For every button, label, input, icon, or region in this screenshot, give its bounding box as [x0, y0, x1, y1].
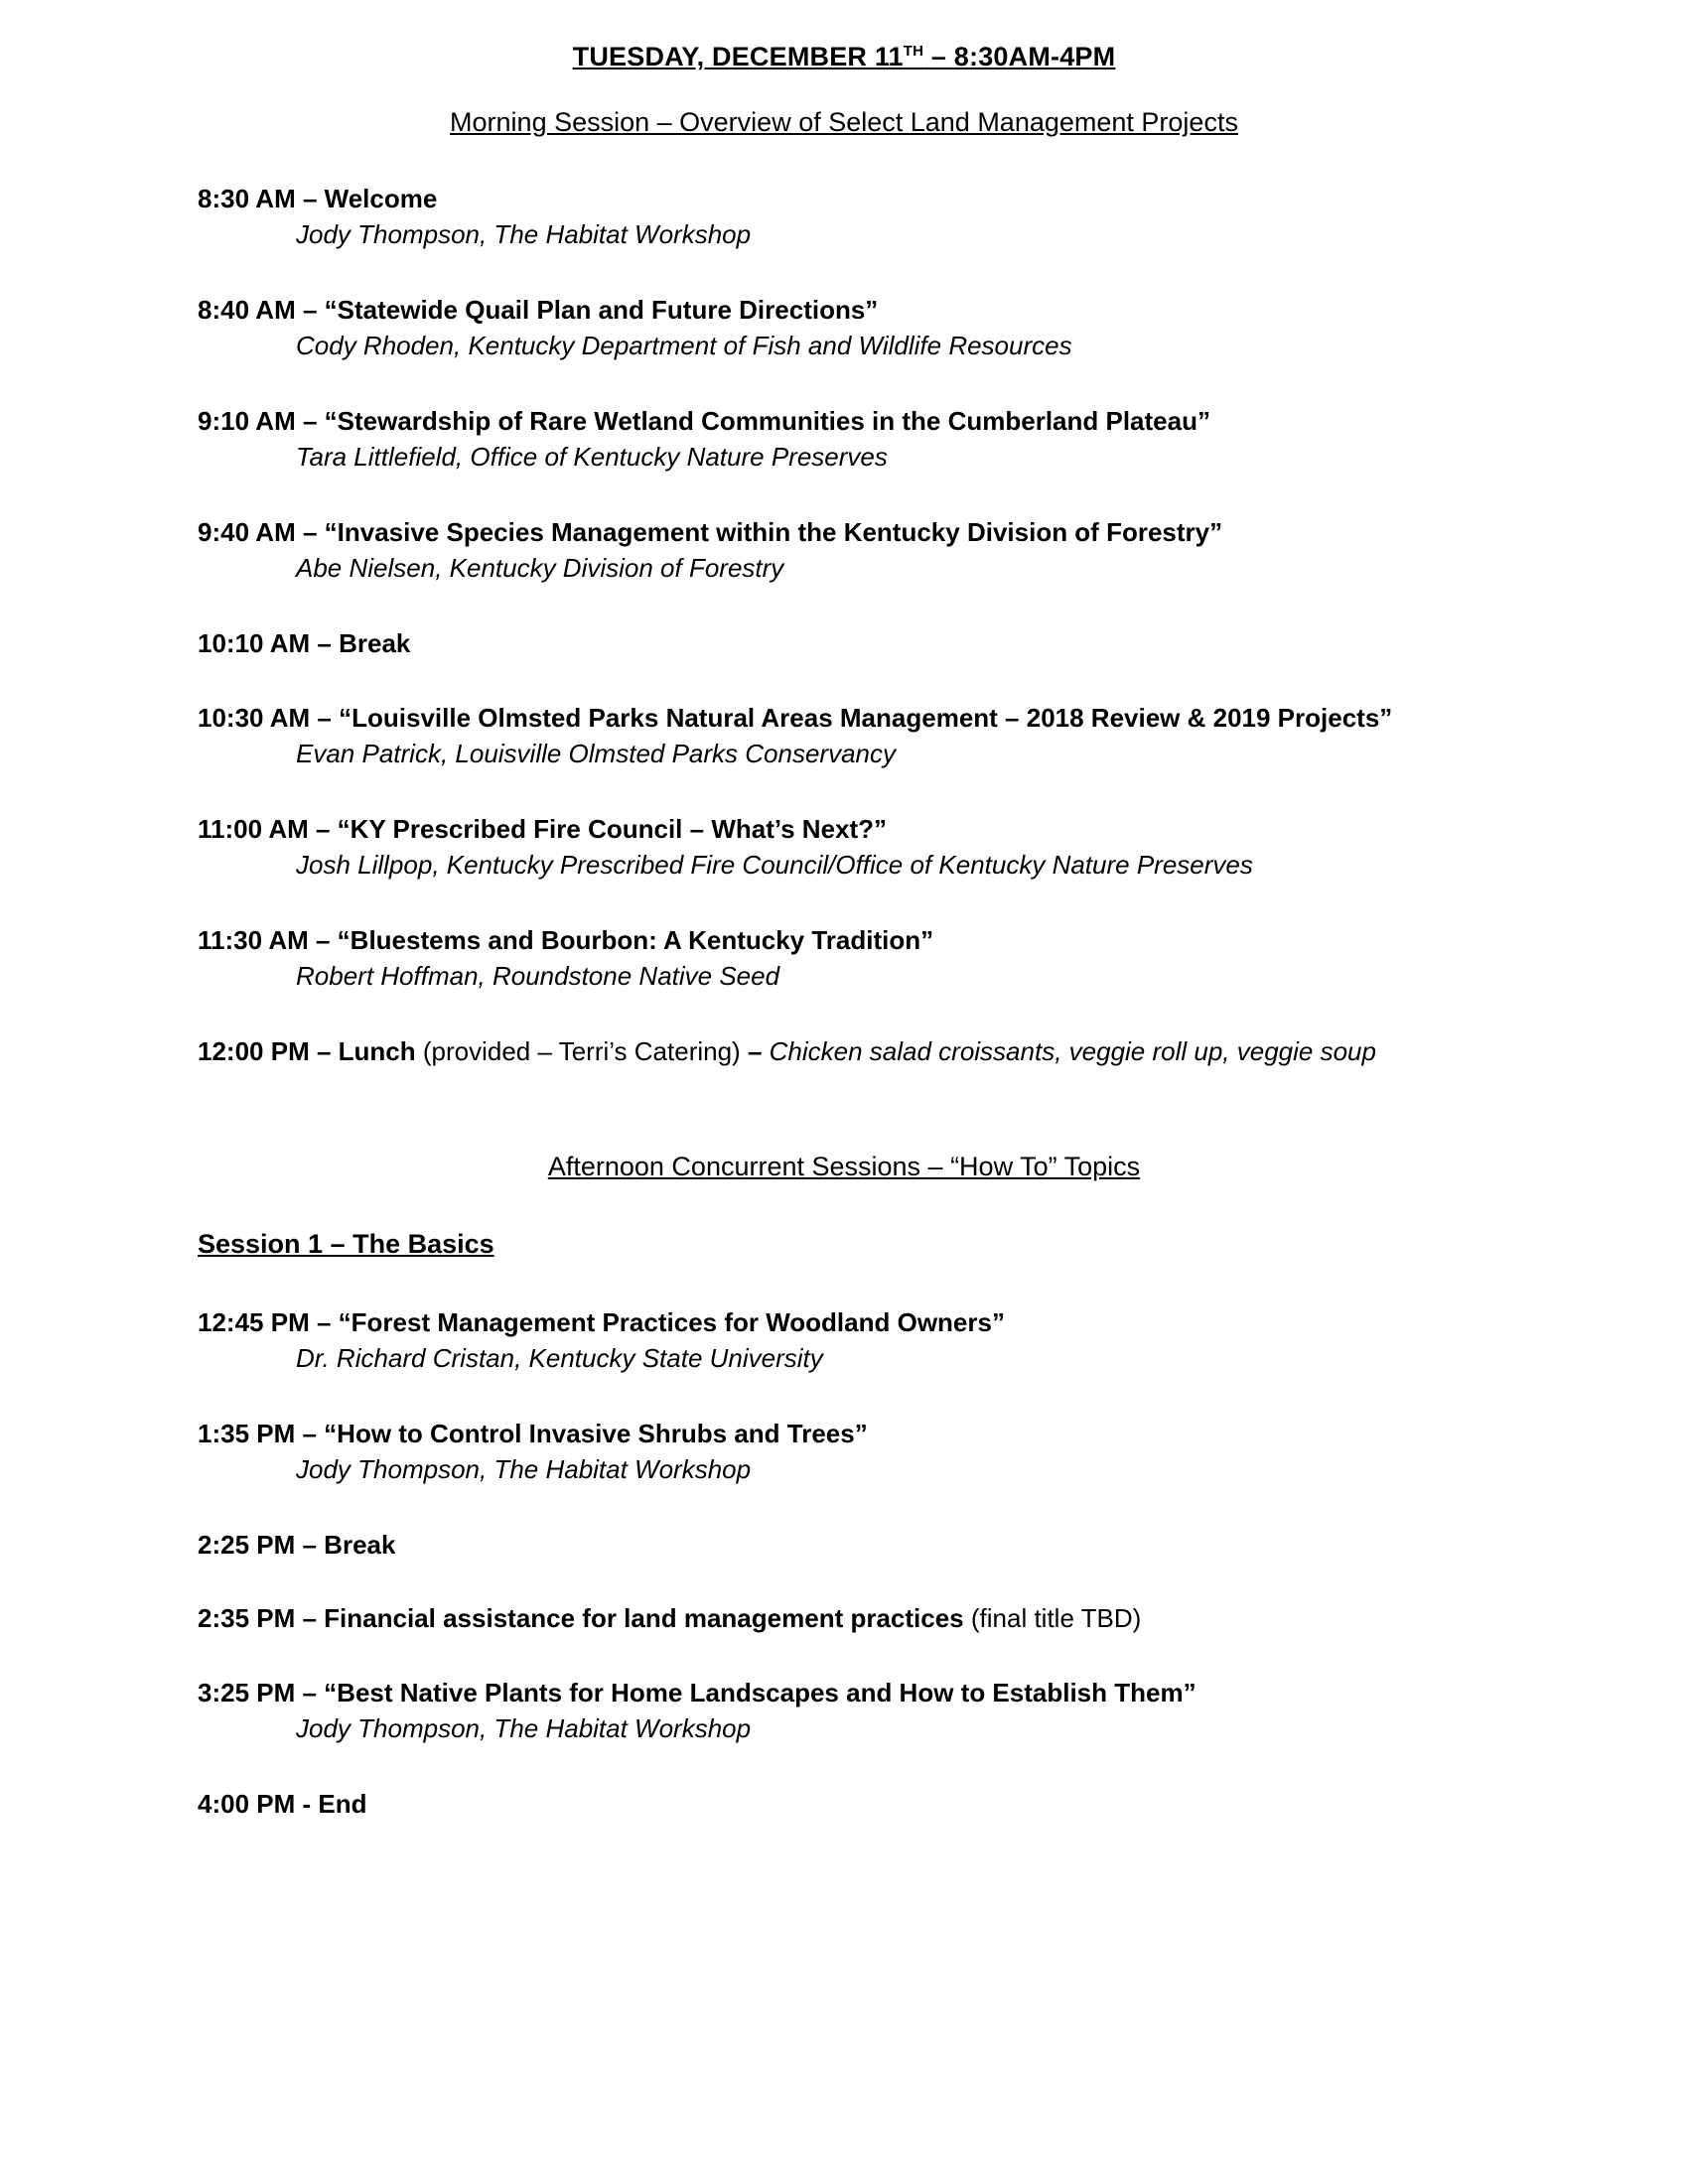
session-1-heading: Session 1 – The Basics	[198, 1229, 494, 1259]
agenda-item	[198, 514, 1608, 586]
agenda-time: 9:10 AM –	[198, 406, 325, 436]
agenda-time: 3:25 PM –	[198, 1678, 325, 1707]
agenda-time: 11:00 AM –	[198, 814, 338, 844]
agenda-title: Welcome	[324, 184, 438, 213]
agenda-speaker: Evan Patrick, Louisville Olmsted Parks Conservancy	[296, 739, 897, 768]
agenda-speaker: Tara Littlefield, Office of Kentucky Nature Preserves	[296, 442, 888, 472]
agenda-title: “Best Native Plants for Home Landscapes and How to Establish Them”	[324, 1678, 1196, 1707]
agenda-title: “Invasive Species Management within the Kentucky Division of Forestry”	[324, 517, 1223, 547]
agenda-item	[198, 1527, 1608, 1563]
agenda-item	[198, 1416, 1608, 1487]
page-title: TUESDAY, DECEMBER 11TH – 8:30AM-4PM	[572, 42, 1116, 71]
agenda-title: “KY Prescribed Fire Council – What’s Next?”	[337, 814, 888, 844]
agenda-title: “Louisville Olmsted Parks Natural Areas Management – 2018 Review & 2019 Projects”	[339, 703, 1393, 733]
agenda-item	[198, 1786, 1608, 1822]
lunch-note: (provided – Terri’s Catering)	[415, 1036, 748, 1066]
agenda-time: 12:45 PM –	[198, 1307, 339, 1337]
agenda-time: 9:40 AM –	[198, 517, 325, 547]
agenda-item	[198, 922, 1608, 994]
agenda-speaker: Dr. Richard Cristan, Kentucky State University	[296, 1343, 823, 1373]
agenda-item	[198, 625, 1608, 661]
agenda-time: 1:35 PM –	[198, 1419, 325, 1448]
agenda-time: 12:00 PM –	[198, 1036, 339, 1066]
agenda-note: (final title TBD)	[963, 1603, 1142, 1633]
agenda-time: 2:25 PM –	[198, 1530, 325, 1560]
agenda-title: End	[318, 1789, 367, 1819]
agenda-title: “Forest Management Practices for Woodland Owners”	[338, 1307, 1005, 1337]
agenda-time: 2:35 PM –	[198, 1603, 325, 1633]
agenda-item	[198, 292, 1608, 363]
agenda-time: 8:40 AM –	[198, 295, 325, 325]
afternoon-session-heading: Afternoon Concurrent Sessions – “How To” Topics	[547, 1152, 1141, 1181]
agenda-item	[198, 1600, 1608, 1636]
agenda-time: 11:30 AM –	[198, 925, 338, 955]
agenda-title: Lunch	[338, 1036, 416, 1066]
agenda-time: 8:30 AM –	[198, 184, 325, 213]
lunch-dash: –	[747, 1036, 770, 1066]
agenda-time: 10:30 AM –	[198, 703, 340, 733]
agenda-title: Break	[324, 1530, 396, 1560]
agenda-item	[198, 1675, 1608, 1746]
agenda-title: “Bluestems and Bourbon: A Kentucky Tradition”	[337, 925, 934, 955]
agenda-title: Break	[339, 628, 411, 658]
agenda-item	[198, 1304, 1608, 1376]
agenda-item	[198, 181, 1608, 252]
agenda-time: 10:10 AM –	[198, 628, 340, 658]
lunch-menu: Chicken salad croissants, veggie roll up, veggie soup	[769, 1036, 1376, 1066]
agenda-speaker: Jody Thompson, The Habitat Workshop	[296, 1454, 752, 1484]
lunch-item	[198, 1033, 1608, 1069]
agenda-speaker: Jody Thompson, The Habitat Workshop	[296, 219, 752, 249]
agenda-speaker: Abe Nielsen, Kentucky Division of Forestry	[296, 553, 784, 583]
agenda-time: 4:00 PM -	[198, 1789, 319, 1819]
agenda-title: “Stewardship of Rare Wetland Communities in the Cumberland Plateau”	[324, 406, 1210, 436]
agenda-speaker: Cody Rhoden, Kentucky Department of Fish and Wildlife Resources	[296, 331, 1072, 360]
agenda-title: “How to Control Invasive Shrubs and Trees”	[324, 1419, 868, 1448]
ordinal-suffix: TH	[903, 43, 924, 60]
agenda-item	[198, 811, 1608, 883]
agenda-speaker: Jody Thompson, The Habitat Workshop	[296, 1713, 752, 1743]
morning-session-heading: Morning Session – Overview of Select Land Management Projects	[450, 107, 1238, 137]
agenda-item	[198, 403, 1608, 475]
agenda-title: Financial assistance for land management practices	[324, 1603, 964, 1633]
agenda-title: “Statewide Quail Plan and Future Directions”	[324, 295, 879, 325]
agenda-speaker: Josh Lillpop, Kentucky Prescribed Fire Council/Office of Kentucky Nature Preserves	[296, 850, 1253, 880]
agenda-item	[198, 700, 1608, 771]
agenda-speaker: Robert Hoffman, Roundstone Native Seed	[296, 961, 780, 991]
